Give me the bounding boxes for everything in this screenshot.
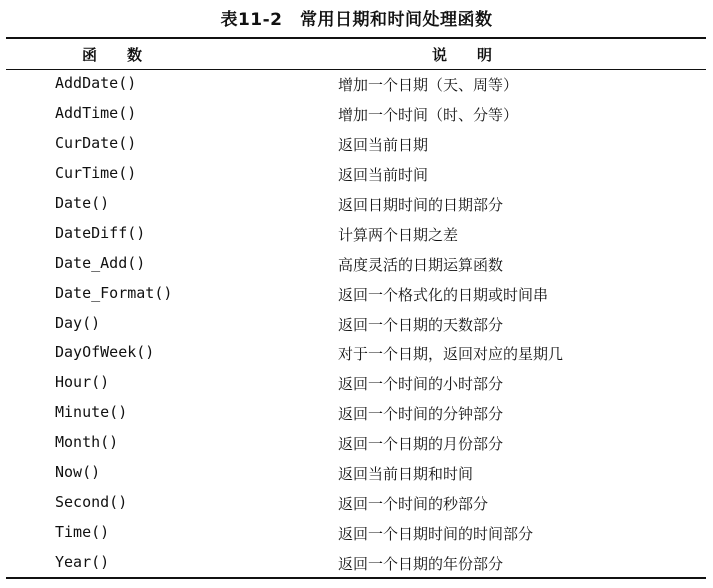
function-name: AddTime()	[55, 103, 137, 122]
table-row	[0, 310, 713, 340]
function-name: Second()	[55, 493, 128, 512]
table-bottom-rule	[6, 577, 706, 579]
table-row	[0, 160, 713, 190]
function-description: 返回一个时间的秒部分	[338, 495, 489, 514]
function-description: 返回一个日期时间的时间部分	[338, 525, 534, 544]
function-name: Now()	[55, 463, 101, 482]
function-name: Time()	[55, 523, 110, 542]
table-row	[0, 190, 713, 220]
table-row	[0, 250, 713, 280]
table-row	[0, 280, 713, 310]
function-description: 返回一个时间的分钟部分	[338, 405, 504, 424]
function-description: 返回一个日期的年份部分	[338, 555, 504, 573]
function-name: Month()	[55, 433, 119, 452]
table-row	[0, 459, 713, 489]
table-row	[0, 549, 713, 579]
function-name: Hour()	[55, 373, 110, 392]
column-header-description: 说明	[432, 46, 523, 64]
table-body	[0, 70, 713, 579]
function-description: 返回当前日期	[338, 135, 429, 154]
function-description: 增加一个时间（时、分等）	[338, 105, 519, 124]
table-row	[0, 70, 713, 100]
function-description: 高度灵活的日期运算函数	[338, 255, 504, 274]
table-top-rule	[6, 37, 706, 39]
function-name: Date()	[55, 193, 110, 212]
function-description: 对于一个日期，返回对应的星期几	[338, 345, 564, 364]
function-description: 增加一个日期（天、周等）	[338, 76, 519, 94]
table-row	[0, 339, 713, 369]
function-description: 返回一个时间的小时部分	[338, 375, 504, 394]
table-row	[0, 519, 713, 549]
function-name: Date_Format()	[55, 283, 173, 302]
function-name: CurTime()	[55, 163, 137, 182]
table-caption: 表11-2 常用日期和时间处理函数	[220, 10, 493, 30]
table-row	[0, 489, 713, 519]
function-name: Year()	[55, 553, 110, 571]
function-description: 返回一个格式化的日期或时间串	[338, 285, 549, 304]
table-row	[0, 220, 713, 250]
column-header-function: 函数	[82, 46, 173, 64]
table-row	[0, 100, 713, 130]
function-description: 返回一个日期的月份部分	[338, 435, 504, 454]
function-name: CurDate()	[55, 133, 137, 152]
function-description: 返回日期时间的日期部分	[338, 195, 504, 214]
function-name: AddDate()	[55, 74, 137, 92]
function-name: Date_Add()	[55, 253, 146, 272]
function-name: DayOfWeek()	[55, 343, 155, 362]
function-description: 返回当前时间	[338, 165, 429, 184]
function-description: 返回当前日期和时间	[338, 465, 474, 484]
function-description: 返回一个日期的天数部分	[338, 315, 504, 334]
table-row	[0, 429, 713, 459]
table-row	[0, 399, 713, 429]
function-description: 计算两个日期之差	[338, 225, 459, 244]
table-row	[0, 130, 713, 160]
table-row	[0, 369, 713, 399]
function-name: Minute()	[55, 403, 128, 422]
function-name: DateDiff()	[55, 223, 146, 242]
function-name: Day()	[55, 313, 101, 332]
